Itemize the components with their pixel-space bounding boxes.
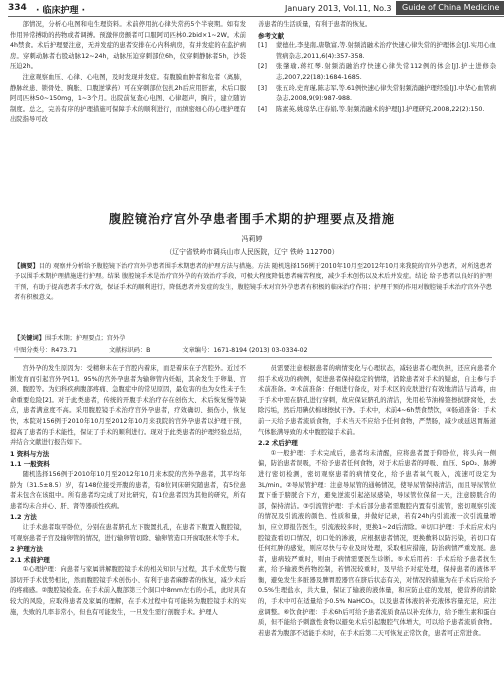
section-heading: 2.1 术前护理 <box>10 555 50 564</box>
section-heading: 1.2 方法 <box>10 513 37 522</box>
header-divider <box>8 16 504 17</box>
section-heading: 2.2 术后护理 <box>258 439 298 448</box>
keywords-label: 【关键词】 <box>14 335 45 342</box>
abstract-label: 【摘要】 <box>14 263 39 270</box>
reference-text: 张五玲,史育瑾,陈志军,等.61例快速心律失常射频消融护理经验[J].中华心血管病杂志,2008,9(9):987-988. <box>276 84 496 103</box>
article-title: 腹腔镜治疗宫外孕患者围手术期的护理要点及措施 <box>108 212 395 226</box>
reference-item <box>258 84 496 105</box>
document-code: 文献标识码：B <box>109 347 151 354</box>
reference-number: [1] <box>258 42 267 50</box>
body-right-column <box>258 364 496 639</box>
paragraph: 随机选择156例于2010年10月至2012年10月来本院的宫外孕患者，其平均年龄为（31.5±8.5）岁，有148位接受开腹的患者，有8位同床研究随患者，有5位患者未包含在该组中。所有患者均完成了对比研究，有1位患者因为其他的研究，所有患者均未合并心、肝、肾等器质性疾病。 <box>10 470 246 510</box>
paragraph: ①一般护理：手术完成后，患者均未清醒，应将患者置于仰卧位，将头向一侧偏，防治患者误吸，不给予患者任何食物，对于术后患者的呼吸、血压、SpO₂、脉搏进行密切检测，密切观察患者的病情变化，给予患者氧气吸入，流速可设定为3L/min。②导尿管护理：注意导尿管的通畅情况，使导尿管保持清洁，而且导尿管位置下垂于膀胱合下方，避免逆流引起泌尿感染，导尿管位保留一天，注意膀胱合的部，保持清洁。③引流管护理：手术后部分患者需腹腔内置有引流管，密切观察引流的情况及引流液的颜色、性质和量，并做好记录，若有24h内引流液一次引流量增加，应立即报告医生，引流液较多时，更换1~2d后清除。④切口护理：手术后应术内腔镜查看切口情况，切口处的渗液，应根据患者情况，更换敷料以防污染，若切口有任何红肿的感觉，则应尽快与专业及时处理，采取相应措施，防治病情严重发展。患者，患病较严重时，则由于病情需要医生诊断。⑤术后用药：手术后给予患者抗生素，给予输液类药物控制，若情况较重时，及早给予对症处理，保持患者的液体平衡，避免发生多脏器及脾胃腔器官在脐后状态有关，对情况的措施为在手术后应给予0.5%生理盐水，共大量，保证了输液的液体量，和应防止症的发展，使营养的清除的，手术中可在适量给予0.5% NaHCO₃，以及患者体液的补充液体容量充足，应注意调整。⑥饮食护理：手术6h后可给予患者流质食品以补充体力，给予维生素和蛋白质，但不能给予刺激性食物以避免术后引起腹腔气体增大，可以给予患者流质食物。若患者为腹部不适能手术时，在手术后第二天可恢复正常饮食，患者可正常进食。 <box>258 449 496 637</box>
clc-number: 中图分类号：R473.71 <box>14 347 78 354</box>
classification-line <box>14 345 492 354</box>
paragraph: 员需要注意根据患者的病情变化与心理状态，减轻患者心理负担，还应向患者介绍手术成功的病例，促进患者保持稳定的情绪，消除患者对手术的疑虑，自主参与手术前准备。②术前准备：仔细进行备皮，对手术区的皮肤进行有效地清洁与消毒，由于手术中需在脐孔进行穿刺，故应保证脐孔的清洁，先用松节油棉签擦拭脐窝处，去除污垢，然后用碘伏棉球擦拭干净。手术中，术前4~6h禁食禁饮，④肠道准备：手术前一天给予患者流质食物，手术当天不应给予任何食物，严禁肠，减少或延迟胃肠道气体胀满导致的术中腹腔镜手术前。 <box>258 365 496 436</box>
section-heading: 1.1 一般资料 <box>10 460 50 469</box>
paragraph: 宫外孕的发生原因为：受精卵未在子宫腔内着床，而是着床在子宫腔外。近过不断发育而引起宫外孕[1]。95%的宫外孕患者为输卵管内妊娠，其余发生于卵巢、宫颈、腹腔等。为妇科疾病腹部疼痛、急腹症中的常见原因，最危害的也为女性未子生命重要危险[2]。对于此类患者，传统的开腹手术治疗存在创伤大、术后恢复慢等缺点，患者满意度不高。采用腹腔镜手术治疗宫外孕患者，疗效确切、损伤小，恢复快，本院对156例于2010年10月至2012年10月来我院的宫外孕患者以护理干预，提高了患者的手术能性，保证了手术的顺利进行。现对于此类患者的护理经验总结，并结合文献进行报告如下。 <box>10 365 246 447</box>
paragraph: 部情况，分析心电图和电生理资料。术前停用抗心律失常药5个半衰期。如有发作用异常搏助的药物或者调搏。预激伴房颤者可口服阿司匹林0.2bid×1~2W。术前4h禁食。术后护理要注意，无并发症的患者安排在心内科病房，有并发症的在监护病房。穿刺动脉者右股动脉12~24h，动脉压迫穿刺部位6h，仪穿刺静脉者5h，沙袋压迫2h。 <box>10 21 246 71</box>
issue-info: January 2013, Vol.11, No.3 <box>285 4 392 13</box>
section-heading: 1 资料与方法 <box>10 449 50 458</box>
reference-number: [4] <box>258 105 267 113</box>
page-number: 334 <box>8 3 27 13</box>
reference-text: 张肇瑜,蒋红琴.射频消融治疗快速心律失常112例的体会[J].护士进修杂志,2007,22(18):1684-1685. <box>276 63 496 81</box>
paragraph: 注意观察血压、心律、心电图，及时发现并发症。有腹膜血肿者和危者（离肺，静脉丝患、锁骨处、胸胀、口腹逆掌药）可在穿刺部位包扎2h后应用肝素，术后口服阿司匹林50~150mg，1~3个月。出院前复查心电图、心律超声，胸片，建立随访制度。总之，完善有序的护理措施可保障手术的顺利进行，而缜密细心的心理护理有出院指导可改 <box>10 73 246 124</box>
journal-section: · 临床护理 · <box>36 6 86 16</box>
article-affiliation: （辽宁省铁岭市调兵山市人民医院，辽宁 铁岭 112700） <box>165 248 339 256</box>
section-heading: 2 护理方法 <box>10 545 43 554</box>
abstract-text: 目的 观察并分析给予腹腔镜下治疗宫外孕患者围手术期患者的护理方法与措施。方法 随机选择156例于2010年10月至2012年10月来我院的宫外孕患者，对所选患者予以围手术期护理措施进行护理。结果 腹腔镜手术是治疗宫外孕的有效治疗手段，可极大程度降低患者痛苦程度，减少手术创伤以及术后并发症。结论 给予患者以良好的护理干预，有助于提高患者手术疗效，保证手术的顺利进行，降低患者并发症的发生，腹腔镜手术对宫外孕患者有积极的临床治疗作用；护理干预的作用对腹腔镜手术治疗宫外孕患者有积极意义。 <box>14 263 493 301</box>
body-left-column <box>10 364 246 618</box>
references-heading: 参考文献 <box>258 31 284 40</box>
keywords <box>14 333 492 342</box>
previous-article-left-column <box>10 20 246 126</box>
paragraph: ①心理护理：向患者与家属讲解腹腔镜手术的相关知识与过程，其手术优势与腹部切开手术优势相比，然而腹腔镜手术创伤小、有利于患者麻醉者的恢复，减少术后的疼痛感。②腹腔镜检查。在手术前入腹部第三个洞口中8mm左右的小孔，此时具有较大的风险，应取得患者及家属的理解，在手术过程中有可能转为腹腔镜手术的实施，失败的几率非常小，但也有可能发生，一旦发生需行剖腹手术。护理人 <box>10 566 247 616</box>
reference-text: 蒙德仕,李斐南,唐敬富,等.射频消融术治疗快速心律失常的护理体会[J].实用心血管病杂志,2011,6(4):357-358. <box>276 42 496 60</box>
reference-item <box>258 62 496 83</box>
journal-name-banner: Guide of China Medicine <box>396 1 504 15</box>
reference-item <box>258 105 496 116</box>
reference-number: [3] <box>258 84 267 92</box>
page-header <box>0 0 504 18</box>
abstract <box>14 262 492 303</box>
article-author: 冯莉婷 <box>241 235 263 243</box>
abstract-divider <box>14 357 492 358</box>
paragraph: 让手术患者取平卧位，分别在患者脐孔左下腹置扎孔，在患者下腹置入腹腔镜，可观察患者子宫及输卵管的情况，进行输卵管切除、输卵管造口开窗取胚术等手术。 <box>10 523 246 542</box>
reference-number: [2] <box>258 63 267 71</box>
article-number: 文章编号：1671-8194 (2013) 03-0334-02 <box>182 347 308 354</box>
previous-article-right-column <box>258 20 496 115</box>
paragraph: 善患者的生活质量，有利于患者的恢复。 <box>258 21 372 28</box>
reference-text: 陈素英,姚琼华,庄春娟,等.射频消融术的护理[J].护理研究,2008,22(2):150. <box>276 105 485 113</box>
keywords-text: 围手术期；护理要点；宫外孕 <box>44 335 126 342</box>
reference-item <box>258 41 496 62</box>
